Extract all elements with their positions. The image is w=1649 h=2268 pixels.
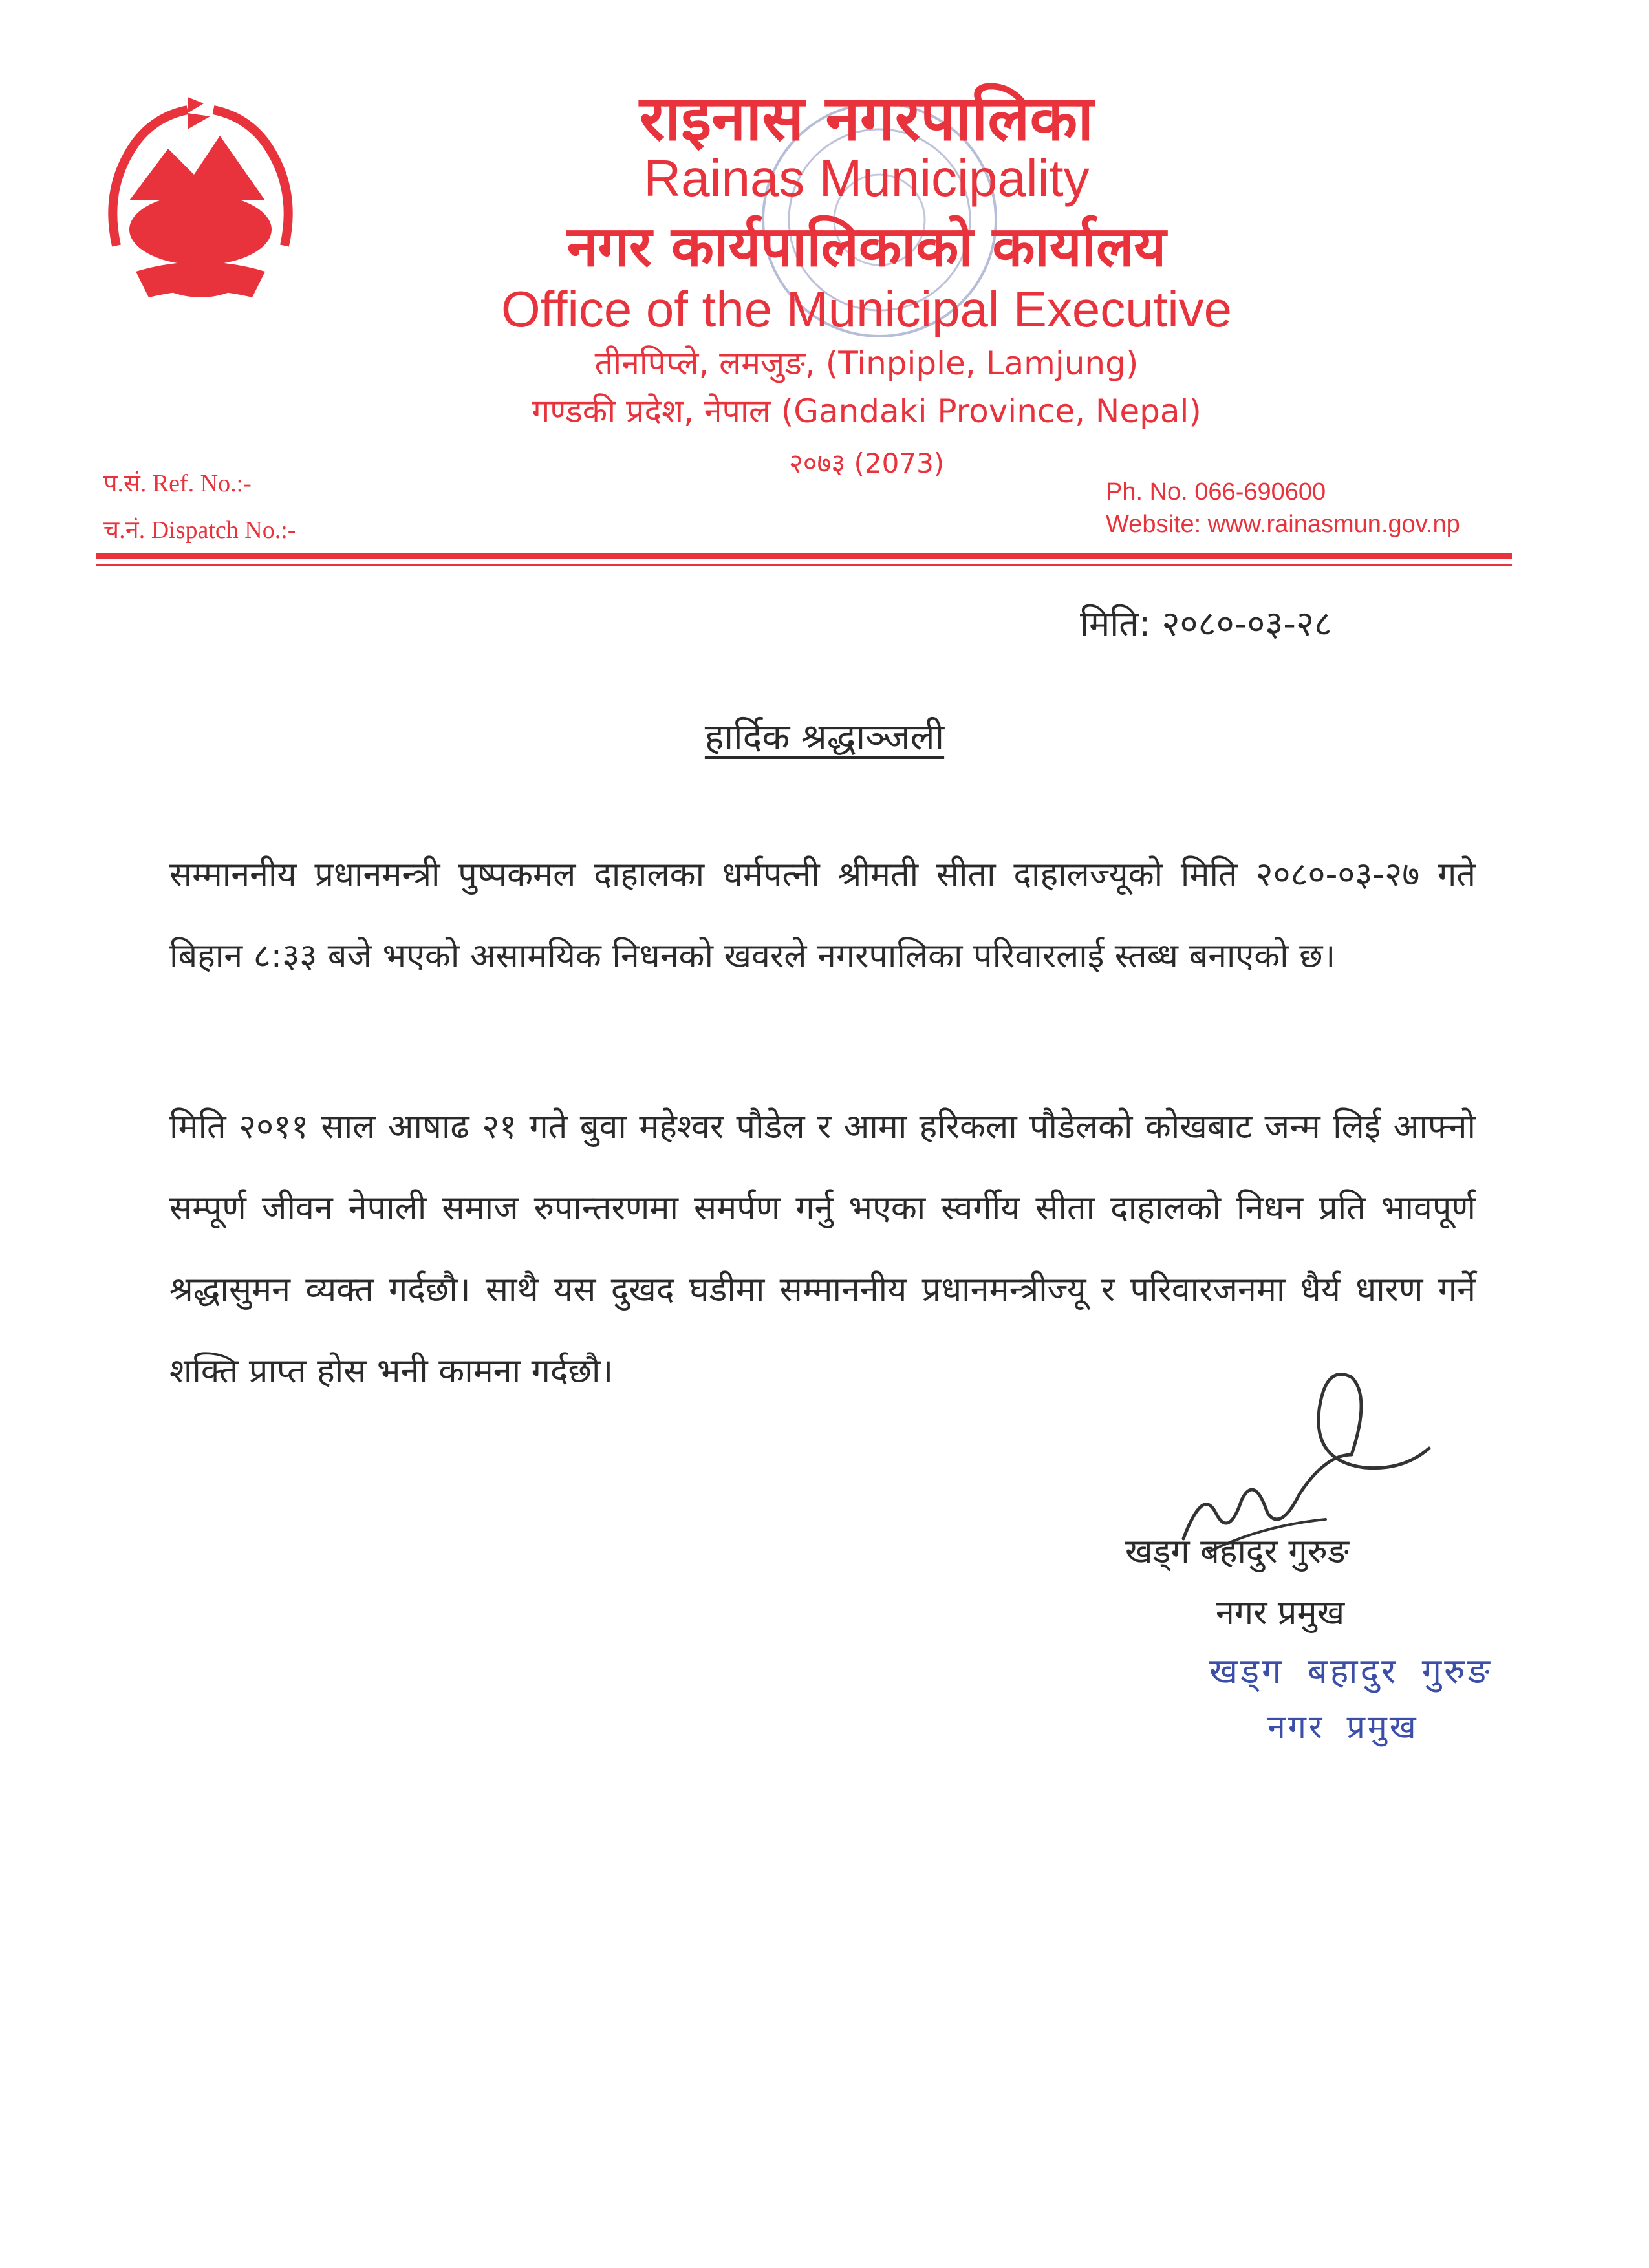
nepal-emblem-icon: [91, 91, 310, 317]
municipality-name-nepali: राइनास नगरपालिका: [639, 82, 1094, 155]
ref-number: प.सं. Ref. No.:-: [103, 470, 252, 497]
office-name-nepali: नगर कार्यपालिकाको कार्यालय: [566, 215, 1167, 279]
address-line-2: गण्डकी प्रदेश, नेपाल (Gandaki Province, Nepal): [532, 392, 1202, 430]
signatory-name: खड्ग बहादुर गुरुङ: [1125, 1532, 1349, 1571]
header-divider-thin: [96, 564, 1512, 566]
established-year: २०७३ (2073): [788, 447, 945, 479]
signatory-title: नगर प्रमुख: [1216, 1594, 1345, 1632]
website: Website: www.rainasmun.gov.np: [1106, 511, 1460, 538]
letter-subject: [0, 714, 1649, 761]
municipality-name-english: Rainas Municipality: [643, 149, 1090, 207]
letter-date: मिति: २०८०-०३-२८: [1080, 603, 1333, 644]
stamp-name: खड्ग बहादुर गुरुङ: [1209, 1651, 1493, 1691]
address-line-1: तीनपिप्ले, लमजुङ, (Tinpiple, Lamjung): [594, 345, 1139, 382]
paragraph-2: मिति २०११ साल आषाढ २१ गते बुवा महेश्वर पौडेल र आमा हरिकला पौडेलको कोखबाट जन्म लिई आफ्नो सम्पूर्ण जीवन नेपाली समाज रुपान्तरणमा समर्पण गर्नु भएका स्वर्गीय सीता दाहालको निधन प्रति भावपूर्ण श्रद्धासुमन व्यक्त गर्दछौ। साथै यस दुखद घडीमा सम्माननीय प्रधानमन्त्रीज्यू र परिवारजनमा धैर्य धारण गर्ने शक्ति प्राप्त होस भनी कामना गर्दछौ।: [169, 1107, 1476, 1391]
phone-number: Ph. No. 066-690600: [1106, 478, 1326, 506]
office-name-english: Office of the Municipal Executive: [501, 281, 1233, 337]
letter-subject-text: हार्दिक श्रद्धाञ्जली: [704, 716, 945, 758]
stamp-title: नगर प्रमुख: [1267, 1708, 1419, 1746]
paragraph-1: सम्माननीय प्रधानमन्त्री पुष्पकमल दाहालका धर्मपत्नी श्रीमती सीता दाहालज्यूको मिति २०८०-०३-२७ गते बिहान ८:३३ बजे भएको असामयिक निधनको खवरले नगरपालिका परिवारलाई स्तब्ध बनाएको छ।: [169, 855, 1476, 976]
header-divider: [96, 553, 1512, 559]
dispatch-number: च.नं. Dispatch No.:-: [103, 517, 296, 544]
